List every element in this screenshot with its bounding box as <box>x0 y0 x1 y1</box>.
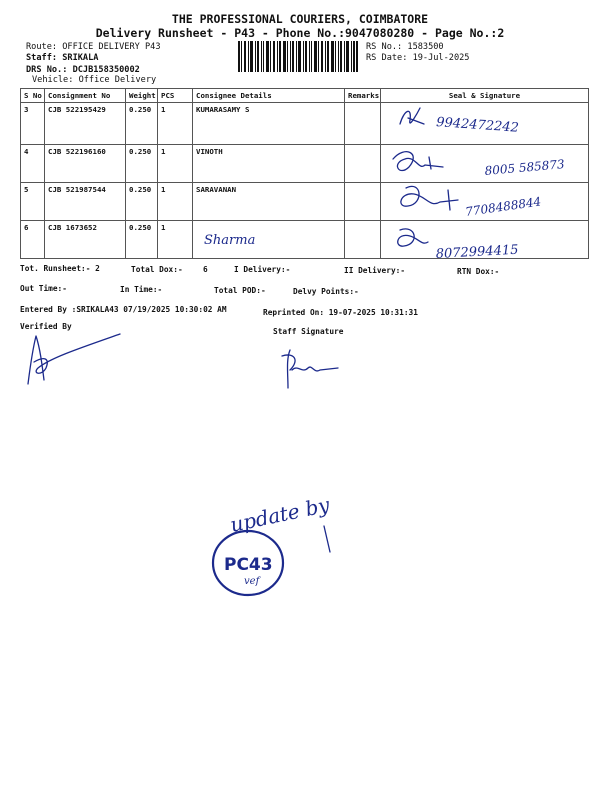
col-header-weight: Weight <box>126 89 158 103</box>
col-header-pcs: PCS <box>158 89 193 103</box>
consignment-cell: CJB 1673652 <box>45 221 126 259</box>
entered-by: Entered By :SRIKALA43 07/19/2025 10:30:02 AM <box>20 305 227 314</box>
consignee-cell: KUMARASAMY S <box>193 103 345 145</box>
delvy-points: Delvy Points:- <box>293 287 359 296</box>
weight-cell: 0.250 <box>126 183 158 221</box>
pc43-stamp <box>208 526 290 598</box>
svg-text:update by: update by <box>228 492 332 537</box>
consignment-cell: CJB 522196160 <box>45 145 126 183</box>
staff-signature-label: Staff Signature <box>273 327 344 336</box>
svg-text:8005 585873: 8005 585873 <box>484 157 566 178</box>
verified-by-label: Verified By <box>20 322 72 331</box>
total-dox-label: Total Dox:- <box>131 265 183 274</box>
col-header-remarks: Remarks <box>345 89 381 103</box>
consignment-cell: CJB 521987544 <box>45 183 126 221</box>
pcs-cell: 1 <box>158 103 193 145</box>
svg-text:PC43: PC43 <box>224 555 273 575</box>
col-header-sno: S No <box>21 89 45 103</box>
consignee-cell: VINOTH <box>193 145 345 183</box>
signature-row-3 <box>390 100 600 140</box>
svg-text:Sharma: Sharma <box>204 233 256 248</box>
col-header-consignee: Consignee Details <box>193 89 345 103</box>
rs-date: RS Date: 19-Jul-2025 <box>366 53 470 63</box>
reprinted-on: Reprinted On: 19-07-2025 10:31:31 <box>263 308 418 317</box>
staff-text: Staff: SRIKALA <box>26 53 99 63</box>
weight-cell: 0.250 <box>126 145 158 183</box>
remarks-cell <box>345 183 381 221</box>
consignment-cell: CJB 522195429 <box>45 103 126 145</box>
remarks-cell <box>345 103 381 145</box>
staff-signature <box>276 344 346 390</box>
remarks-cell <box>345 221 381 259</box>
route-text: Route: OFFICE DELIVERY P43 <box>26 42 161 52</box>
total-pod: Total POD:- <box>214 286 266 295</box>
company-title: THE PROFESSIONAL COURIERS, COIMBATORE <box>171 12 429 26</box>
tot-runsheet: Tot. Runsheet:- 2 <box>20 264 100 273</box>
total-dox-value: 6 <box>203 265 208 274</box>
consignee-cell: SARAVANAN <box>193 183 345 221</box>
rs-number: RS No.: 1583500 <box>366 42 444 52</box>
drs-number: DRS No.: DCJB158350002 <box>26 65 140 75</box>
svg-text:7708488844: 7708488844 <box>464 194 543 219</box>
in-time: In Time:- <box>120 285 163 294</box>
verified-by-signature <box>20 328 130 392</box>
pcs-cell: 1 <box>158 145 193 183</box>
signature-row-4 <box>385 145 600 185</box>
sno-cell: 4 <box>21 145 45 183</box>
svg-text:9942472242: 9942472242 <box>435 115 520 136</box>
remarks-cell <box>345 145 381 183</box>
weight-cell: 0.250 <box>126 221 158 259</box>
sno-cell: 5 <box>21 183 45 221</box>
svg-text:8072994415: 8072994415 <box>435 242 519 262</box>
barcode-image <box>238 41 358 72</box>
weight-cell: 0.250 <box>126 103 158 145</box>
sno-cell: 3 <box>21 103 45 145</box>
signature-row-5 <box>392 180 600 220</box>
ii-delivery: II Delivery:- <box>344 266 406 275</box>
out-time: Out Time:- <box>20 284 67 293</box>
sno-cell: 6 <box>21 221 45 259</box>
vehicle-text: Vehicle: Office Delivery <box>32 75 157 85</box>
handwritten-consignee-name <box>204 230 274 250</box>
svg-text:vef: vef <box>244 576 260 587</box>
pcs-cell: 1 <box>158 183 193 221</box>
col-header-consignment: Consignment No <box>45 89 126 103</box>
i-delivery: I Delivery:- <box>234 265 291 274</box>
runsheet-title: Delivery Runsheet - P43 - Phone No.:9047080280 - Page No.:2 <box>95 26 505 40</box>
pcs-cell: 1 <box>158 221 193 259</box>
col-header-seal-signature: Seal & Signature <box>381 89 589 103</box>
signature-row-6 <box>388 222 598 264</box>
rtn-dox: RTN Dox:- <box>457 267 500 276</box>
